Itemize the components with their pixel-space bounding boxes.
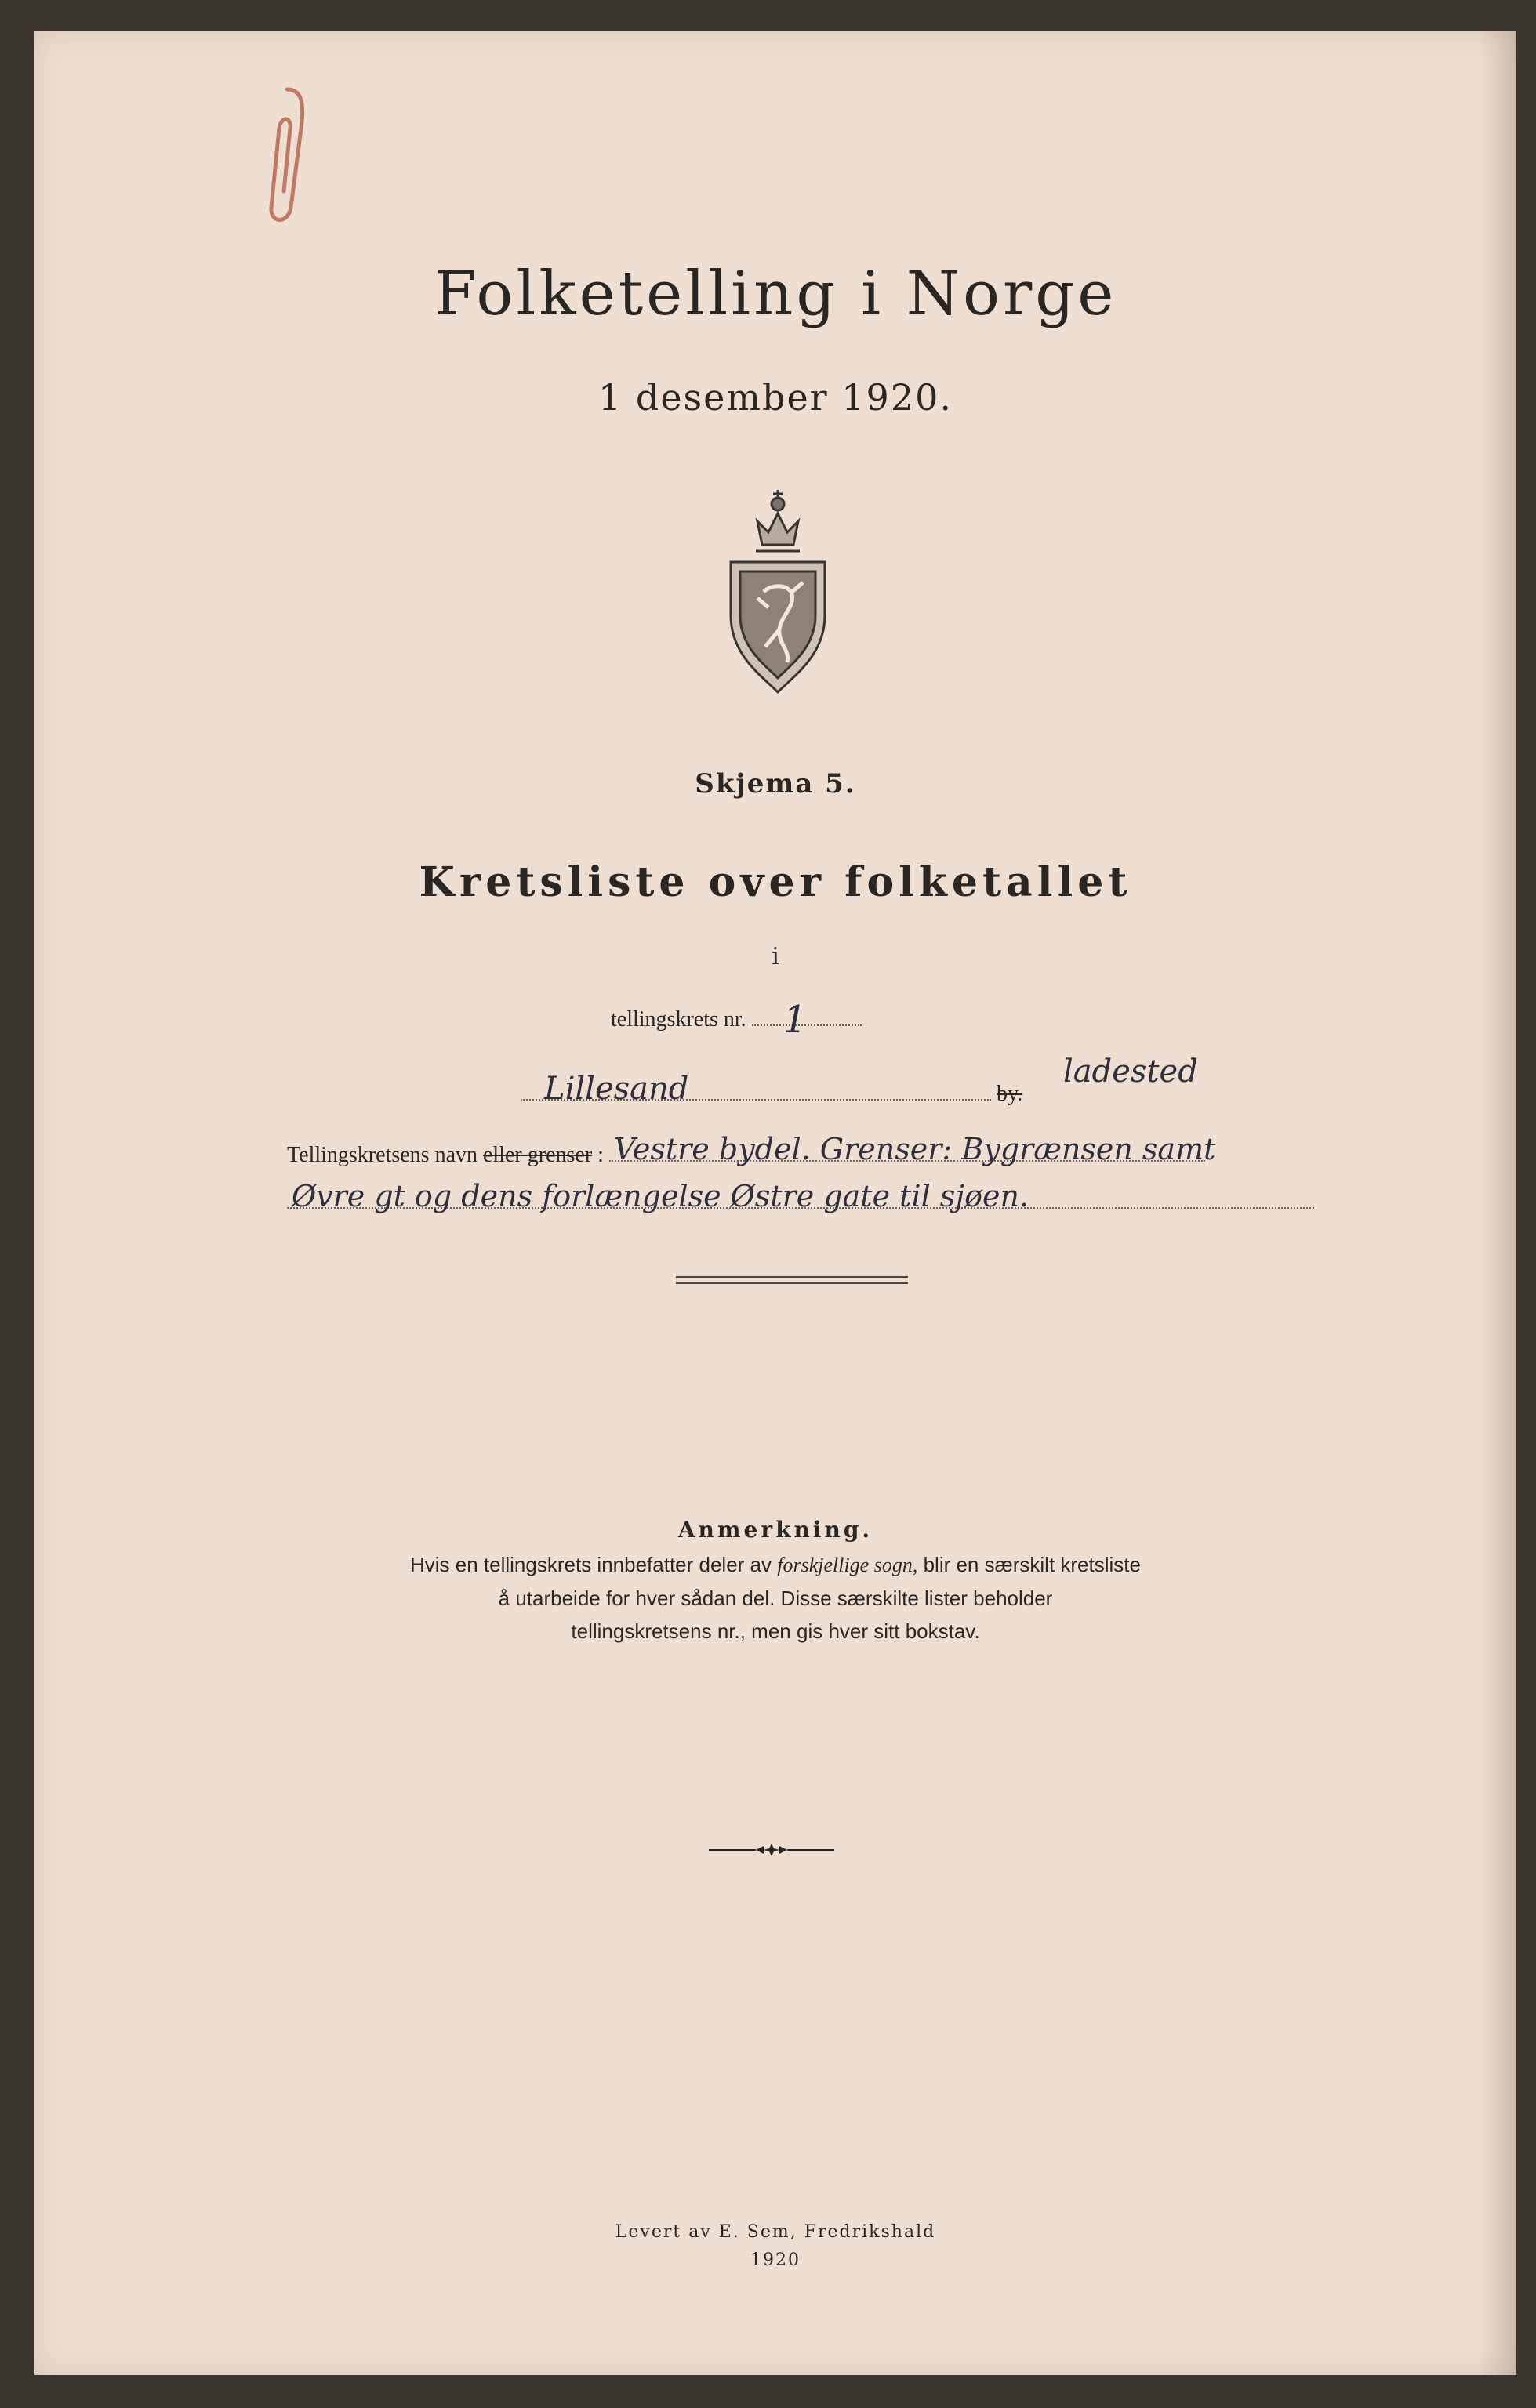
paper-clip-icon [256,82,310,230]
note-line-1: Hvis en tellingskrets innbefatter deler av forskjellige sogn, blir en særskilt kretsliste [410,1553,1141,1576]
divider-rule-1 [676,1276,908,1278]
schema-number: Skjema 5. [695,768,856,800]
document-title: Folketelling i Norge [434,259,1117,329]
printer-footer [34,2218,1516,2275]
krets-number-field [752,998,862,1042]
place-field [521,1071,991,1107]
by-label: by. [997,1082,1023,1106]
ornament-divider-icon [709,1842,834,1858]
name-colon: : [597,1143,604,1167]
place-value: Lillesand [544,1071,689,1107]
connector-word: i [772,943,779,970]
name-field [609,1132,1216,1166]
krets-number-row [611,998,862,1042]
name-value-line1: Vestre bydel. Grenser: Bygrænsen samt [613,1132,1216,1166]
census-date: 1 desember 1920. [598,376,953,419]
name-field-2 [287,1179,1314,1213]
note-line-2: å utarbeide for hver sådan del. Disse særskilte lister beholder [498,1587,1053,1610]
name-row-2 [287,1179,1314,1215]
census-form-page [34,31,1516,2375]
name-row [287,1132,1216,1168]
note-line-3: tellingskretsens nr., men gis hver sitt bokstav. [571,1619,980,1643]
krets-number-label: tellingskrets nr. [611,1007,746,1032]
norwegian-coat-of-arms-icon [724,490,831,695]
note-text [34,1548,1516,1648]
form-heading: Kretsliste over folketallet [419,858,1132,906]
ladested-value: ladested [1063,1054,1198,1090]
printer-year: 1920 [750,2250,801,2270]
struck-label: eller grenser [483,1143,593,1167]
krets-number-value: 1 [783,998,808,1042]
divider-rule-2 [676,1282,908,1284]
place-row [521,1054,1198,1107]
name-value-line2: Øvre gt og dens forlængelse Østre gate til sjøen. [292,1179,1029,1213]
note-title: Anmerkning. [677,1517,873,1543]
printer-line: Levert av E. Sem, Fredrikshald [615,2222,936,2242]
name-label: Tellingskretsens navn [287,1143,478,1167]
